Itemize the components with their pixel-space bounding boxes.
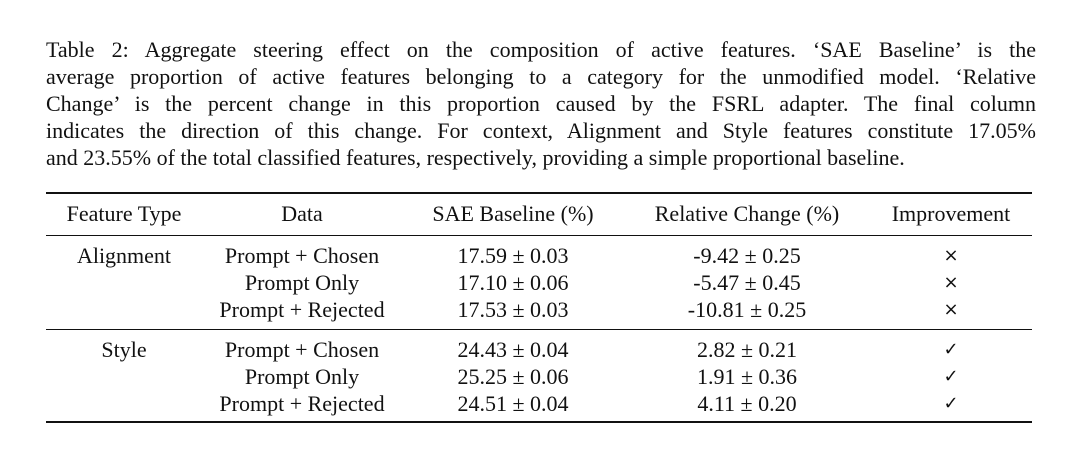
check-mark-icon: ✓: [943, 338, 959, 360]
change-cell: -10.81 ± 0.25: [624, 296, 870, 330]
table-row: [46, 269, 1032, 296]
caption-line: Table 2: Aggregate steering effect on the composition of active features. ‘SAE Baseline’ is the: [46, 37, 1036, 62]
baseline-cell: 17.53 ± 0.03: [402, 296, 624, 330]
cross-mark-icon: ×: [943, 271, 959, 293]
caption-line: Change’ is the percent change in this proportion caused by the FSRL adapter. The final column: [46, 91, 1036, 116]
header-sae-baseline: SAE Baseline (%): [402, 193, 624, 235]
change-cell: -5.47 ± 0.45: [693, 269, 801, 295]
change-cell: -9.42 ± 0.25: [693, 242, 801, 268]
data-cell: Prompt + Rejected: [202, 390, 402, 422]
caption-line: and 23.55% of the total classified features, respectively, providing a simple proportional baseline.: [46, 145, 905, 170]
data-cell: Prompt + Chosen: [224, 336, 380, 362]
change-cell: 4.11 ± 0.20: [624, 390, 870, 422]
header-data: Data: [202, 193, 402, 235]
table-row: [46, 390, 1032, 422]
feature-type-cell: Style: [101, 336, 147, 362]
table-row: [46, 296, 1032, 330]
data-cell: Prompt + Chosen: [224, 242, 380, 268]
baseline-cell: 17.59 ± 0.03: [457, 242, 569, 268]
caption-line: indicates the direction of this change. For context, Alignment and Style features constitute 17.05%: [46, 118, 1036, 143]
data-cell: Prompt + Rejected: [202, 296, 402, 330]
header-relative-change: Relative Change (%): [624, 193, 870, 235]
check-mark-icon: ✓: [870, 390, 1032, 422]
baseline-cell: 25.25 ± 0.06: [457, 363, 569, 389]
group-alignment: [46, 235, 1032, 329]
baseline-cell: 24.51 ± 0.04: [402, 390, 624, 422]
feature-type-cell: Alignment: [76, 242, 172, 268]
header-improvement: Improvement: [870, 193, 1032, 235]
cross-mark-icon: ×: [943, 244, 959, 266]
caption-line: average proportion of active features belonging to a category for the unmodified model. ‘Relative: [46, 64, 1036, 89]
table-caption: [46, 36, 1036, 171]
data-cell: Prompt Only: [244, 269, 360, 295]
group-style: [46, 329, 1032, 422]
change-cell: 2.82 ± 0.21: [696, 336, 798, 362]
data-cell: Prompt Only: [244, 363, 360, 389]
header-feature-type: Feature Type: [46, 193, 202, 235]
table-row: [46, 235, 1032, 269]
table-row: [46, 329, 1032, 363]
results-table: [46, 192, 1032, 423]
baseline-cell: 24.43 ± 0.04: [457, 336, 569, 362]
table-header-row: [46, 193, 1032, 235]
check-mark-icon: ✓: [943, 365, 959, 387]
cross-mark-icon: ×: [870, 296, 1032, 330]
baseline-cell: 17.10 ± 0.06: [457, 269, 569, 295]
table-row: [46, 363, 1032, 390]
change-cell: 1.91 ± 0.36: [696, 363, 798, 389]
